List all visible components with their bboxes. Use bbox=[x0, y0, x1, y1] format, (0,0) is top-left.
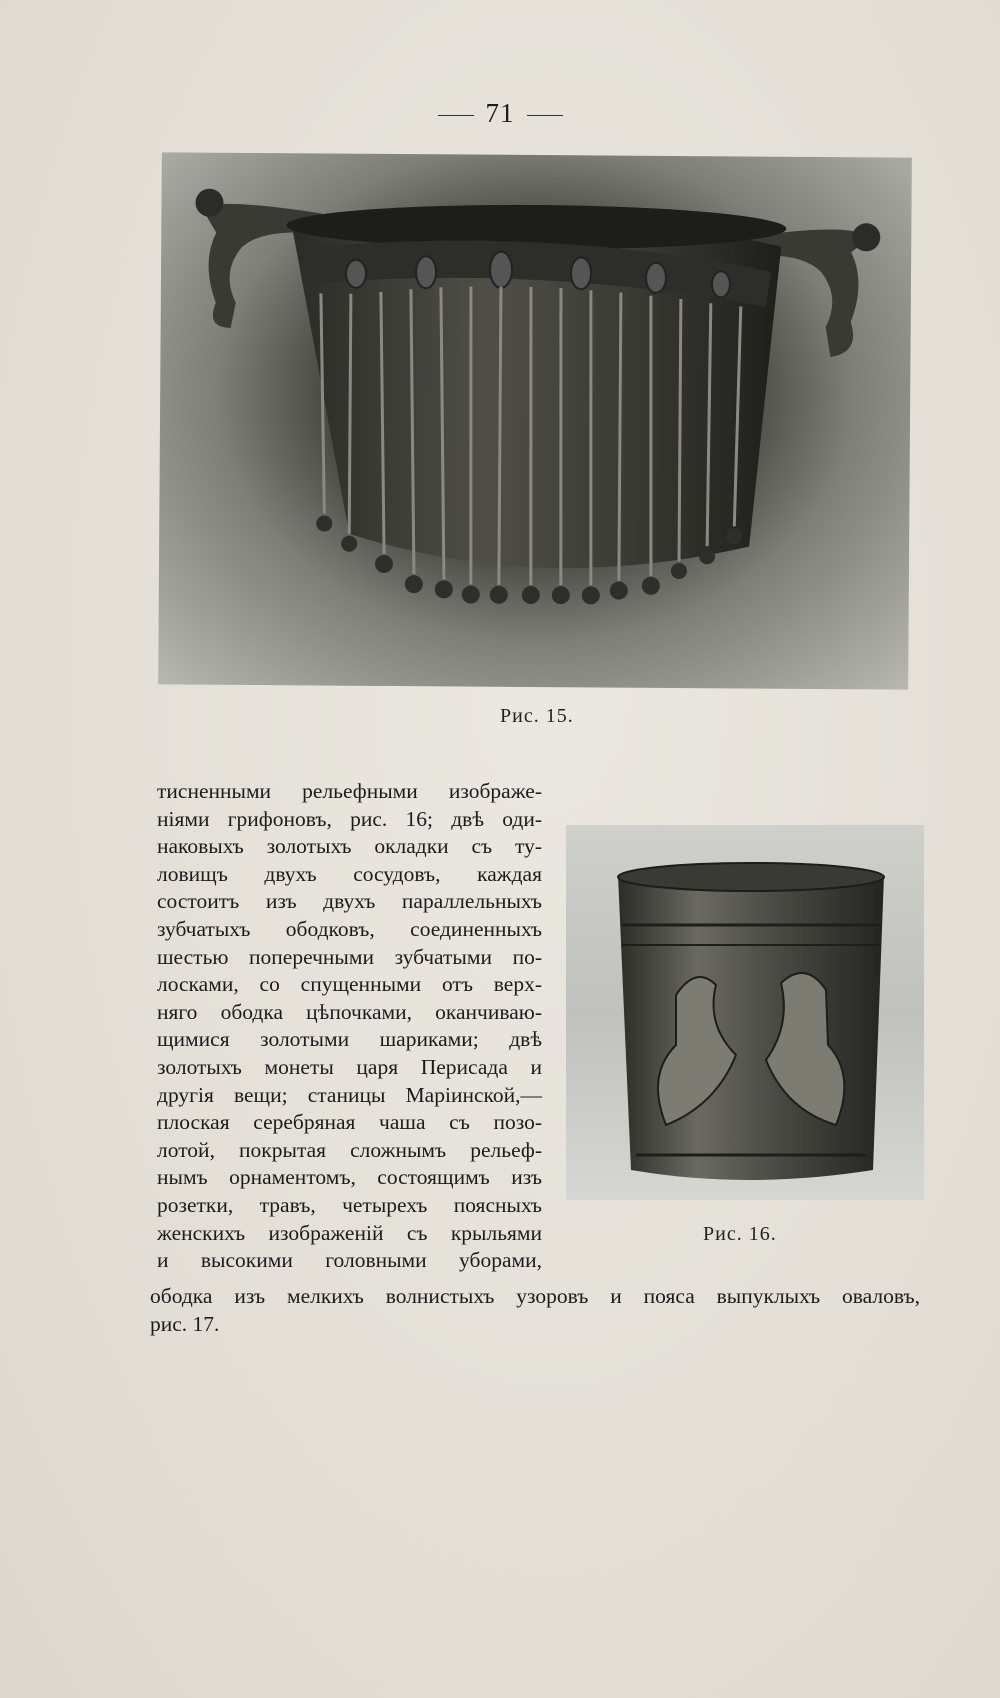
text-line: тисненными рельефными изображе- bbox=[157, 779, 542, 803]
text-line: плоская серебряная чаша съ позо- bbox=[157, 1110, 542, 1135]
body-text-column bbox=[157, 778, 542, 1275]
text-line: нымъ орнаментомъ, состоящимъ изъ bbox=[157, 1165, 542, 1190]
text-line: женскихъ изображеній съ крыльями bbox=[157, 1220, 542, 1245]
page-header bbox=[0, 98, 1000, 129]
text-line: наковыхъ золотыхъ окладки съ ту- bbox=[157, 834, 542, 859]
figure-16-vessel-illustration bbox=[566, 825, 924, 1200]
page-number: 71 bbox=[485, 98, 515, 128]
text-line: состоитъ изъ двухъ параллельныхъ bbox=[157, 889, 542, 914]
figure-15-photo bbox=[158, 152, 912, 689]
text-line: лотой, покрытая сложнымъ рельеф- bbox=[157, 1137, 542, 1162]
text-line: зубчатыхъ ободковъ, соединенныхъ bbox=[157, 916, 542, 941]
figure-16-caption: Рис. 16. bbox=[703, 1223, 777, 1245]
figure-16-photo bbox=[566, 825, 924, 1200]
text-line: щимися золотыми шариками; двѣ bbox=[157, 1027, 542, 1052]
text-line: шестью поперечными зубчатыми по- bbox=[157, 944, 542, 969]
text-line: золотыхъ монеты царя Перисада и bbox=[157, 1054, 542, 1079]
header-dash-left bbox=[438, 115, 474, 116]
figure-15-vessel-illustration bbox=[158, 152, 912, 689]
text-line: няго ободка цѣпочками, оканчиваю- bbox=[157, 999, 542, 1024]
text-line: лосками, со спущенными отъ верх- bbox=[157, 972, 542, 997]
text-line: ніями грифоновъ, рис. 16; двѣ оди- bbox=[157, 806, 542, 831]
figure-15-caption: Рис. 15. bbox=[500, 705, 574, 727]
text-line: другія вещи; станицы Маріинской,— bbox=[157, 1082, 542, 1107]
text-line: и высокими головными уборами, bbox=[157, 1248, 542, 1273]
header-dash-right bbox=[527, 115, 563, 116]
text-line: розетки, травъ, четырехъ поясныхъ bbox=[157, 1192, 542, 1217]
text-line: ловищъ двухъ сосудовъ, каждая bbox=[157, 861, 542, 886]
text-line-full-width: ободка изъ мелкихъ волнистыхъ узоровъ и пояса выпуклыхъ оваловъ, bbox=[150, 1284, 920, 1308]
text-line-full-width: рис. 17. bbox=[150, 1312, 220, 1336]
